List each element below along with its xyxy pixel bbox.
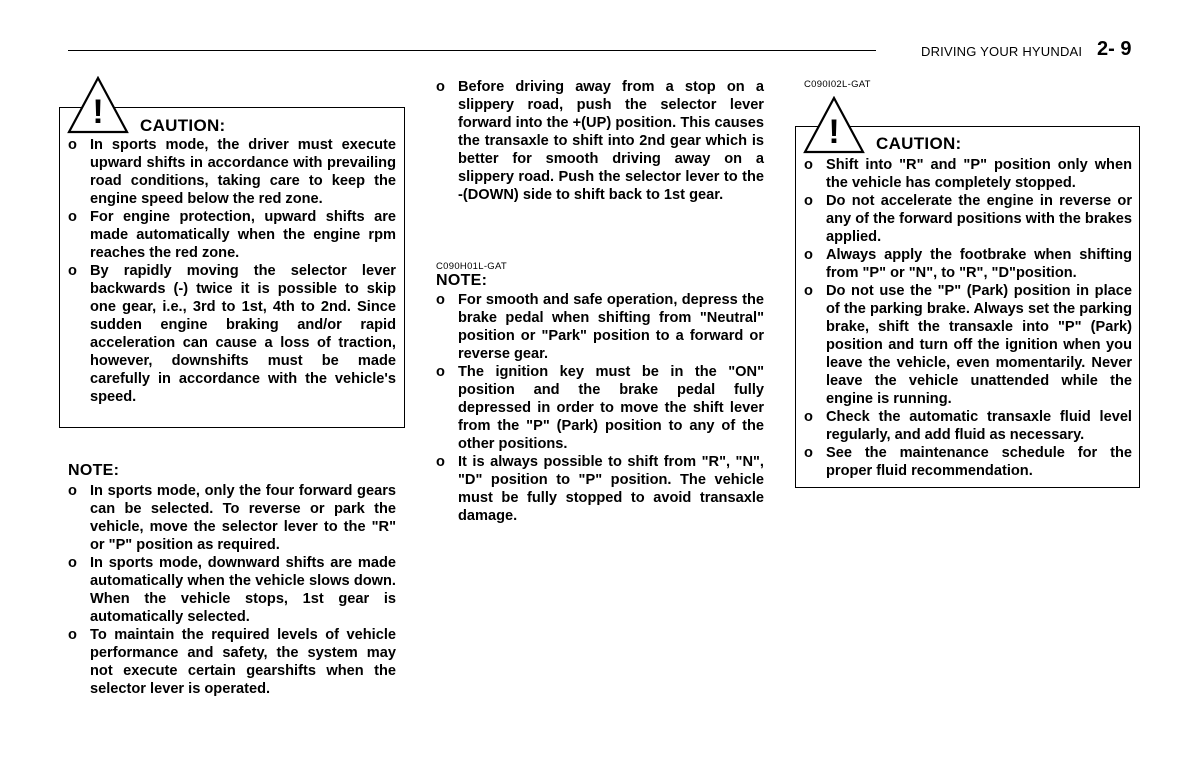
list-item-text: Check the automatic transaxle fluid level regularly, and add fluid as necessary. bbox=[826, 409, 1132, 443]
svg-text:!: ! bbox=[828, 113, 840, 151]
list-item-text: Before driving away from a stop on a slippery road, push the selector lever forward into the +(UP) position. This causes the transaxle to shift into 2nd gear which is better for smooth driving away on a slippery road. Push the selector lever to the -(DOWN) side to shift back to 1st gear. bbox=[458, 79, 764, 203]
bullet: o bbox=[68, 263, 77, 279]
list-item-text: In sports mode, the driver must execute upward shifts in accordance with prevailing road conditions, taking care to keep the engine speed below the red zone. bbox=[90, 137, 396, 207]
header-section-title: DRIVING YOUR HYUNDAI bbox=[921, 44, 1083, 59]
warning-triangle-icon bbox=[803, 96, 865, 154]
list-item-text: Do not accelerate the engine in reverse or any of the forward positions with the brakes applied. bbox=[826, 193, 1132, 245]
list-item bbox=[68, 626, 396, 698]
list-item bbox=[68, 136, 396, 208]
warning-triangle-icon bbox=[67, 76, 129, 134]
list-item bbox=[804, 408, 1132, 444]
middle-top-list bbox=[436, 78, 764, 204]
list-item bbox=[436, 363, 764, 453]
middle-note-code: C090H01L-GAT bbox=[436, 261, 508, 272]
list-item-text: Always apply the footbrake when shifting from "P" or "N", to "R", "D"position. bbox=[826, 247, 1132, 281]
list-item bbox=[804, 282, 1132, 408]
list-item-text: It is always possible to shift from "R", "N", "D" position to "P" position. The vehicle must be fully stopped to avoid transaxle damage. bbox=[458, 454, 764, 524]
list-item-text: By rapidly moving the selector lever backwards (-) twice it is possible to skip one gear, i.e., 3rd to 1st, 4th to 2nd. Since sudden engine braking and/or rapid acceleration can cause a loss of traction, however, downshifts must be made carefully in accordance with the vehicle's speed. bbox=[90, 263, 396, 405]
list-item-text: See the maintenance schedule for the proper fluid recommendation. bbox=[826, 445, 1132, 479]
left-note-list bbox=[68, 482, 396, 698]
list-item bbox=[68, 482, 396, 554]
right-caution-code: C090I02L-GAT bbox=[804, 79, 871, 90]
middle-note-title: NOTE: bbox=[436, 272, 488, 289]
bullet: o bbox=[68, 555, 77, 571]
bullet: o bbox=[804, 409, 813, 425]
list-item bbox=[804, 192, 1132, 246]
middle-note-list bbox=[436, 291, 764, 525]
bullet: o bbox=[804, 157, 813, 173]
bullet: o bbox=[68, 627, 77, 643]
bullet: o bbox=[804, 247, 813, 263]
bullet: o bbox=[804, 283, 813, 299]
list-item-text: Shift into "R" and "P" position only when the vehicle has completely stopped. bbox=[826, 157, 1132, 191]
bullet: o bbox=[436, 364, 445, 380]
list-item bbox=[68, 554, 396, 626]
header-rule bbox=[68, 50, 876, 51]
list-item-text: For smooth and safe operation, depress the brake pedal when shifting from "Neutral" position or "Park" position to a forward or reverse gear. bbox=[458, 292, 764, 362]
bullet: o bbox=[68, 209, 77, 225]
svg-text:!: ! bbox=[92, 93, 104, 131]
list-item-text: In sports mode, only the four forward gears can be selected. To reverse or park the vehicle, move the selector lever to the "R" or "P" position as required. bbox=[90, 483, 396, 553]
left-note-title: NOTE: bbox=[68, 462, 120, 479]
page-number: 2- 9 bbox=[1097, 38, 1132, 60]
list-item-text: In sports mode, downward shifts are made automatically when the vehicle slows down. When the vehicle stops, 1st gear is automatically selected. bbox=[90, 555, 396, 625]
bullet: o bbox=[68, 483, 77, 499]
bullet: o bbox=[436, 79, 445, 95]
bullet: o bbox=[436, 454, 445, 470]
left-caution-list bbox=[68, 136, 396, 406]
list-item-text: The ignition key must be in the "ON" position and the brake pedal fully depressed in order to move the shift lever from the "P" (Park) position to any of the other positions. bbox=[458, 364, 764, 452]
bullet: o bbox=[804, 193, 813, 209]
list-item bbox=[804, 156, 1132, 192]
list-item bbox=[68, 262, 396, 406]
list-item bbox=[68, 208, 396, 262]
left-caution-title: CAUTION: bbox=[140, 116, 226, 135]
list-item bbox=[804, 444, 1132, 480]
list-item-text: For engine protection, upward shifts are made automatically when the engine rpm reaches the red zone. bbox=[90, 209, 396, 261]
list-item bbox=[436, 291, 764, 363]
right-caution-title: CAUTION: bbox=[876, 134, 962, 153]
list-item-text: Do not use the "P" (Park) position in place of the parking brake. Always set the parking brake, shift the transaxle into "P" (Park) position and turn off the ignition when you leave the vehicle, even momentarily. Never leave the vehicle unattended while the engine is running. bbox=[826, 283, 1132, 407]
bullet: o bbox=[68, 137, 77, 153]
list-item bbox=[436, 78, 764, 204]
bullet: o bbox=[436, 292, 445, 308]
right-caution-list bbox=[804, 156, 1132, 480]
list-item bbox=[804, 246, 1132, 282]
bullet: o bbox=[804, 445, 813, 461]
list-item bbox=[436, 453, 764, 525]
list-item-text: To maintain the required levels of vehicle performance and safety, the system may not execute certain gearshifts when the selector lever is operated. bbox=[90, 627, 396, 697]
